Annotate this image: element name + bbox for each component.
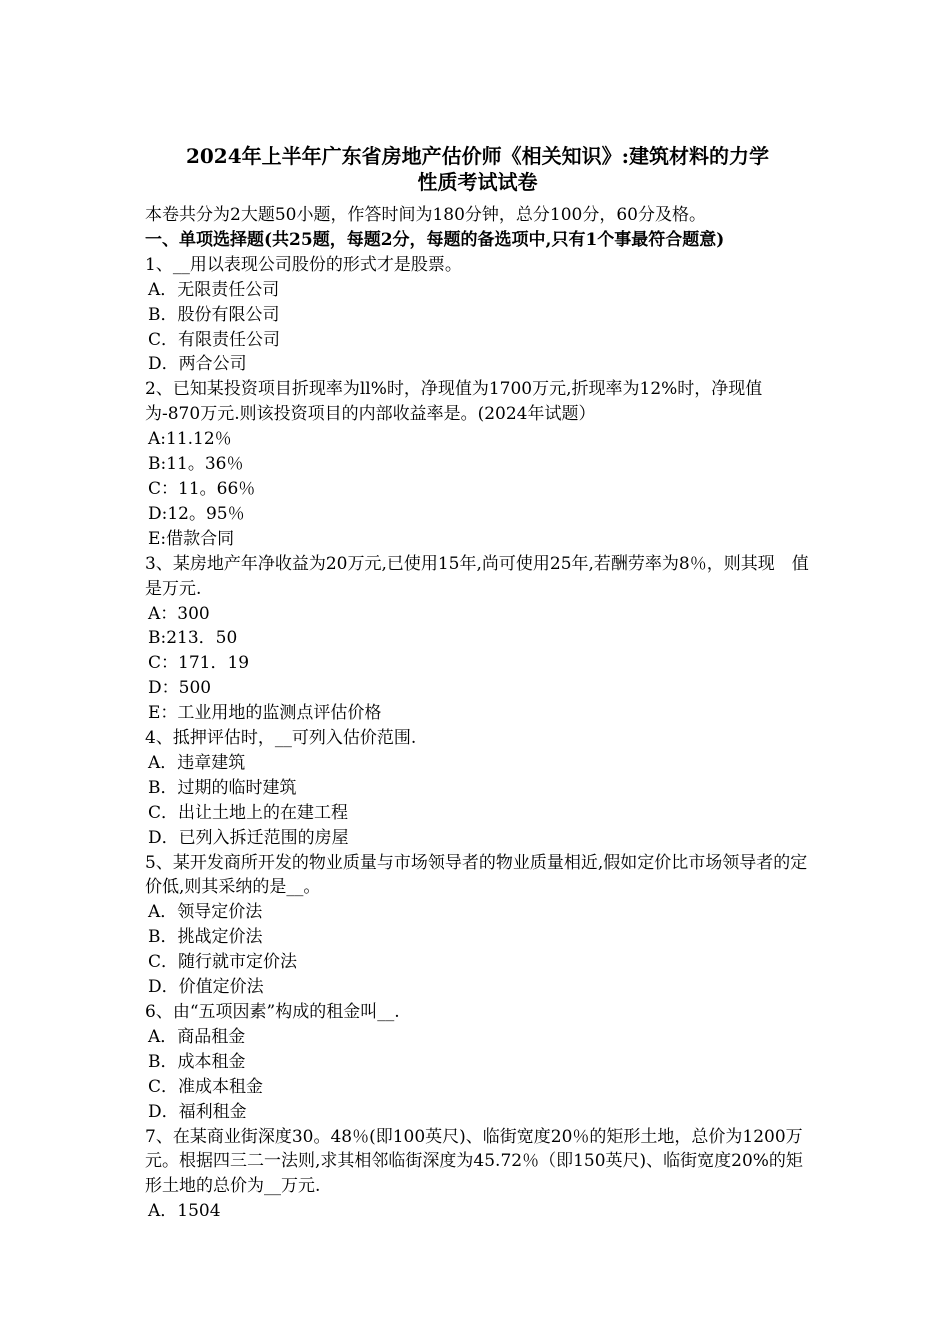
question-3 [145, 552, 810, 726]
question-stem: 3、某房地产年净收益为20万元,已使用15年,尚可使用25年,若酬劳率为8％，则其现 值是万元. [145, 553, 809, 599]
option-a: A:11.12％ [148, 429, 232, 450]
option-a: A．商品租金 [148, 1026, 246, 1047]
question-stem: 2、已知某投资项目折现率为ll%时，净现值为1700万元,折现率为12%时，净现值为-870万元.则该投资项目的内部收益率是。(2024年试题） [145, 379, 763, 425]
option-a: A：300 [148, 603, 210, 624]
option-d: D:12。95％ [148, 503, 245, 524]
question-7 [145, 1125, 810, 1225]
option-a: A．无限责任公司 [148, 279, 280, 300]
option-d: D．价值定价法 [148, 977, 264, 998]
question-stem: 4、抵押评估时，__可列入估价范围. [145, 728, 417, 749]
option-b: B．过期的临时建筑 [148, 777, 297, 798]
option-c: C：171．19 [148, 653, 250, 674]
option-a: A．违章建筑 [148, 752, 246, 773]
option-e: E:借款合同 [148, 528, 235, 549]
option-d: D：500 [148, 678, 212, 699]
question-stem: 1、__用以表现公司股份的形式才是股票。 [145, 254, 462, 275]
option-d: D．两合公司 [148, 354, 247, 375]
document-page [145, 143, 810, 1224]
option-b: B．挑战定价法 [148, 927, 263, 948]
section-heading: 一、单项选择题(共25题，每题2分，每题的备选项中,只有1个事最符合题意) [145, 229, 725, 250]
option-c: C．准成本租金 [148, 1076, 264, 1097]
question-stem: 5、某开发商所开发的物业质量与市场领导者的物业质量相近,假如定价比市场领导者的定价低,则其采纳的是__。 [145, 852, 808, 898]
question-2 [145, 377, 810, 551]
question-stem: 6、由“五项因素”构成的租金叫__. [145, 1002, 400, 1022]
option-d: D．福利租金 [148, 1101, 247, 1122]
title-line-2: 性质考试试卷 [417, 170, 538, 194]
option-a: A．1504 [148, 1201, 221, 1222]
option-c: C：11。66％ [148, 478, 256, 499]
option-c: C．有限责任公司 [148, 329, 281, 350]
option-c: C．随行就市定价法 [148, 952, 298, 973]
question-stem: 7、在某商业街深度30。48％(即100英尺)、临街宽度20％的矩形土地，总价为1200万元。根据四三二一法则,求其相邻临街深度为45.72％（即150英尺)、临街宽度20%的矩形土地的总价为__万元. [145, 1126, 803, 1197]
question-4 [145, 726, 810, 851]
option-e: E：工业用地的监测点评估价格 [148, 703, 382, 724]
option-b: B．股份有限公司 [148, 304, 280, 325]
title-line-1: 2024年上半年广东省房地产估价师《相关知识》:建筑材料的力学 [185, 144, 770, 168]
question-5 [145, 851, 810, 1000]
option-b: B:213．50 [148, 628, 238, 649]
option-b: B:11。36％ [148, 454, 244, 475]
exam-intro: 本卷共分为2大题50小题，作答时间为180分钟，总分100分，60分及格。 [145, 205, 706, 225]
option-c: C．出让土地上的在建工程 [148, 802, 349, 823]
question-6 [145, 1000, 810, 1125]
document-title [145, 143, 810, 195]
option-a: A．领导定价法 [148, 902, 263, 923]
question-1 [145, 253, 810, 378]
option-b: B．成本租金 [148, 1051, 246, 1072]
option-d: D．已列入拆迁范围的房屋 [148, 827, 349, 848]
